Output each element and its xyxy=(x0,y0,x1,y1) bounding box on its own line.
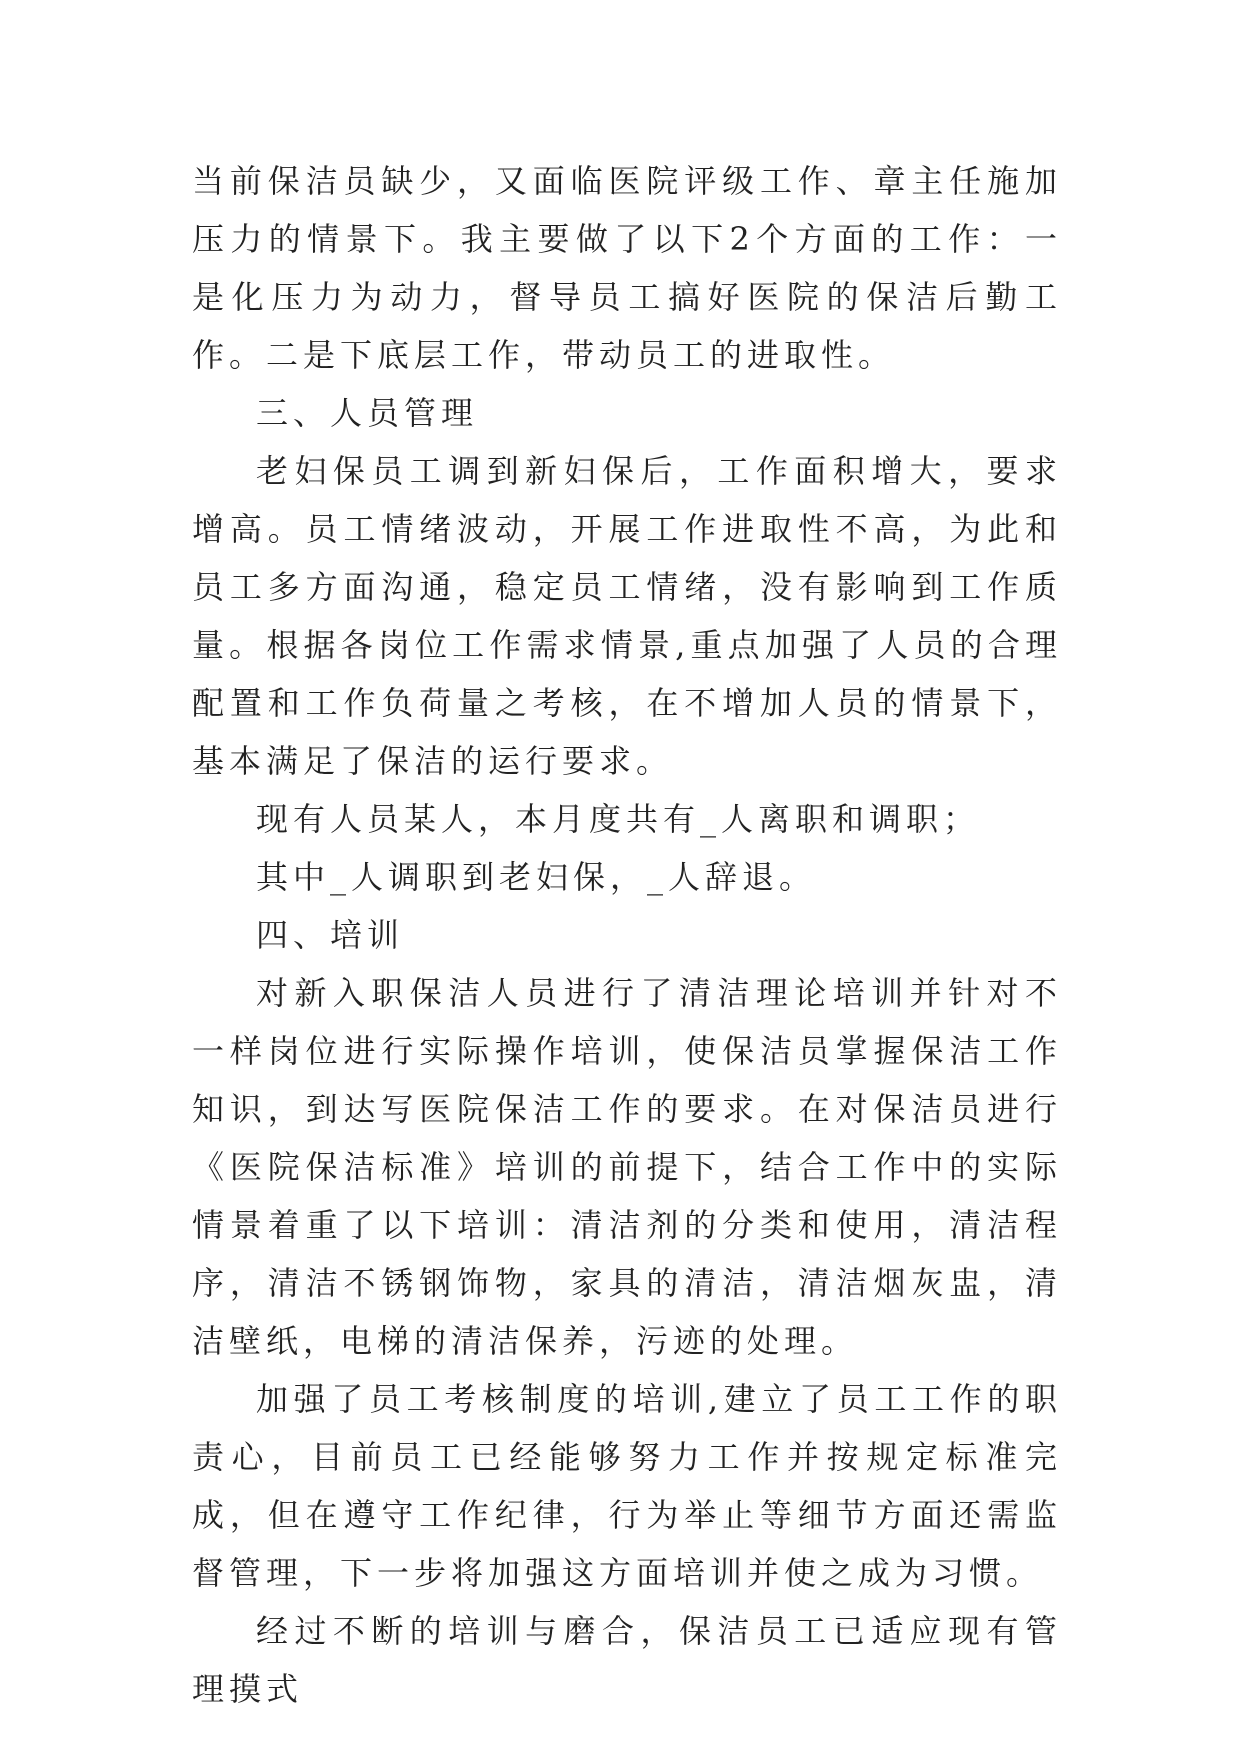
document-body xyxy=(192,152,1062,1718)
section-heading-personnel: 三、人员管理 xyxy=(256,394,479,432)
paragraph-assessment-training: 加强了员工考核制度的培训,建立了员工工作的职责心，目前员工已经能够努力工作并按规定标准完成，但在遵守工作纪律，行为举止等细节方面还需监督管理，下一步将加强这方面培训并使之成为习惯。 xyxy=(192,1380,1062,1592)
paragraph-personnel-management: 老妇保员工调到新妇保后，工作面积增大，要求增高。员工情绪波动，开展工作进取性不高，为此和员工多方面沟通，稳定员工情绪，没有影响到工作质量。根据各岗位工作需求情景,重点加强了人员的合理配置和工作负荷量之考核，在不增加人员的情景下，基本满足了保洁的运行要求。 xyxy=(192,452,1062,780)
paragraph-staff-transfer: 其中_人调职到老妇保，_人辞退。 xyxy=(256,858,817,896)
paragraph-training-content: 对新入职保洁人员进行了清洁理论培训并针对不一样岗位进行实际操作培训，使保洁员掌握保洁工作知识，到达写医院保洁工作的要求。在对保洁员进行《医院保洁标准》培训的前提下，结合工作中的实际情景着重了以下培训：清洁剂的分类和使用，清洁程序，清洁不锈钢饰物，家具的清洁，清洁烟灰盅，清洁壁纸，电梯的清洁保养，污迹的处理。 xyxy=(192,974,1062,1360)
paragraph-training-result: 经过不断的培训与磨合，保洁员工已适应现有管理摸式 xyxy=(192,1612,1062,1708)
paragraph-staff-count: 现有人员某人，本月度共有_人离职和调职； xyxy=(256,800,981,838)
section-heading-training: 四、培训 xyxy=(256,916,405,954)
paragraph-pressure-work: 当前保洁员缺少，又面临医院评级工作、章主任施加压力的情景下。我主要做了以下2个方面的工作：一是化压力为动力，督导员工搞好医院的保洁后勤工作。二是下底层工作，带动员工的进取性。 xyxy=(192,162,1062,374)
